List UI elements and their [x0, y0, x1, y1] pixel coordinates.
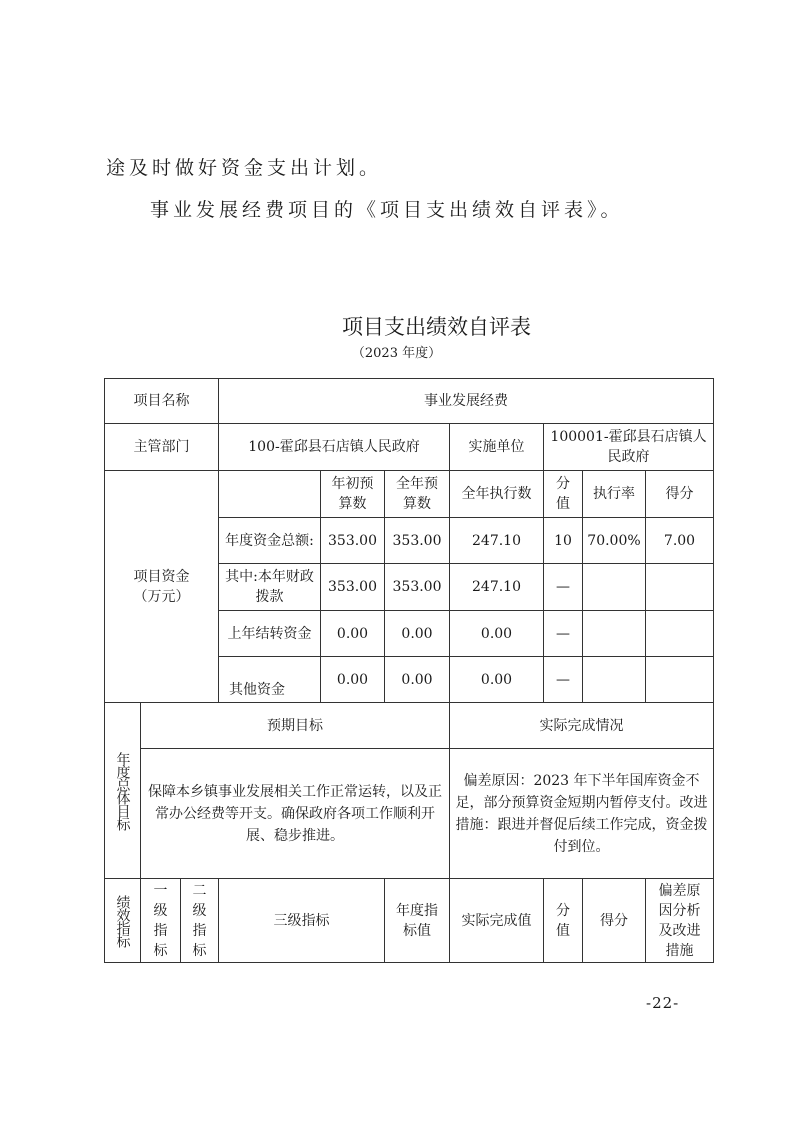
indicators-label-cell [105, 879, 141, 963]
header-executed: 全年执行数 [450, 471, 544, 518]
project-name-label: 项目名称 [105, 379, 219, 424]
fund-full: 0.00 [385, 611, 450, 657]
header-exec-rate: 执行率 [583, 471, 646, 518]
unit-label: 实施单位 [450, 424, 544, 471]
header-initial-budget: 年初预算数 [321, 471, 385, 518]
page-number: -22- [646, 994, 680, 1012]
fund-initial: 353.00 [321, 564, 385, 611]
fund-initial: 353.00 [321, 518, 385, 564]
header-level3: 三级指标 [219, 879, 385, 963]
fund-executed: 0.00 [450, 657, 544, 703]
subtitle-text: （2023 年度） [351, 346, 442, 361]
fund-rate: 70.00% [583, 518, 646, 564]
fund-full: 353.00 [385, 564, 450, 611]
table-subtitle [0, 342, 793, 361]
fund-score [646, 564, 714, 611]
header-actual-value: 实际完成值 [450, 879, 544, 963]
header-deviation: 偏差原因分析及改进措施 [646, 879, 714, 963]
expected-goal-text: 保障本乡镇事业发展相关工作正常运转，以及正常办公经费等开支。确保政府各项工作顺利开展、稳步推进。 [141, 749, 450, 879]
actual-completion-text: 偏差原因：2023 年下半年国库资金不足，部分预算资金短期内暂停支付。改进措施：跟进并督促后续工作完成，资金拨付到位。 [450, 749, 714, 879]
table-row [105, 749, 714, 879]
annual-goal-label-cell [105, 703, 141, 879]
performance-table [104, 378, 714, 963]
header-annual-target: 年度指标值 [385, 879, 450, 963]
header-full-budget: 全年预算数 [385, 471, 450, 518]
unit-value: 100001-霍邱县石店镇人民政府 [544, 424, 714, 471]
dept-label: 主管部门 [105, 424, 219, 471]
fund-full: 0.00 [385, 657, 450, 703]
fund-rate [583, 564, 646, 611]
fund-weight: — [544, 611, 583, 657]
body-paragraph: 途及时做好资金支出计划。 [106, 157, 383, 179]
fund-initial: 0.00 [321, 657, 385, 703]
fund-score [646, 611, 714, 657]
fund-initial: 0.00 [321, 611, 385, 657]
dept-value: 100-霍邱县石店镇人民政府 [219, 424, 450, 471]
table-row [105, 471, 714, 518]
header-weight: 分值 [544, 471, 583, 518]
expected-goal-header: 预期目标 [141, 703, 450, 749]
funds-header-blank [219, 471, 321, 518]
actual-completion-header: 实际完成情况 [450, 703, 714, 749]
fund-row-label: 上年结转资金 [219, 611, 321, 657]
header-score: 得分 [646, 471, 714, 518]
fund-rate [583, 611, 646, 657]
fund-score [646, 657, 714, 703]
table-title: 项目支出绩效自评表 [342, 315, 531, 339]
fund-executed: 247.10 [450, 564, 544, 611]
header-level1: 一级指标 [141, 879, 181, 963]
indicators-label: 绩效指标 [114, 894, 131, 947]
table-row [105, 379, 714, 424]
fund-executed: 247.10 [450, 518, 544, 564]
project-name-value: 事业发展经费 [219, 379, 714, 424]
fund-weight: 10 [544, 518, 583, 564]
fund-row-label: 其中:本年财政拨款 [219, 564, 321, 611]
fund-full: 353.00 [385, 518, 450, 564]
header-ind-weight: 分值 [544, 879, 583, 963]
table-row [105, 424, 714, 471]
fund-rate [583, 657, 646, 703]
fund-executed: 0.00 [450, 611, 544, 657]
fund-row-label: 其他资金 [219, 657, 321, 703]
fund-weight: — [544, 657, 583, 703]
funds-section-label: 项目资金（万元） [105, 471, 219, 703]
fund-row-label: 年度资金总额: [219, 518, 321, 564]
body-paragraph: 事业发展经费项目的《项目支出绩效自评表》。 [150, 199, 624, 221]
fund-weight: — [544, 564, 583, 611]
table-row [105, 703, 714, 749]
header-ind-score: 得分 [583, 879, 646, 963]
header-level2: 二级指标 [181, 879, 219, 963]
table-row [105, 879, 714, 963]
fund-score: 7.00 [646, 518, 714, 564]
annual-goal-label: 年度总体目标 [114, 751, 131, 830]
